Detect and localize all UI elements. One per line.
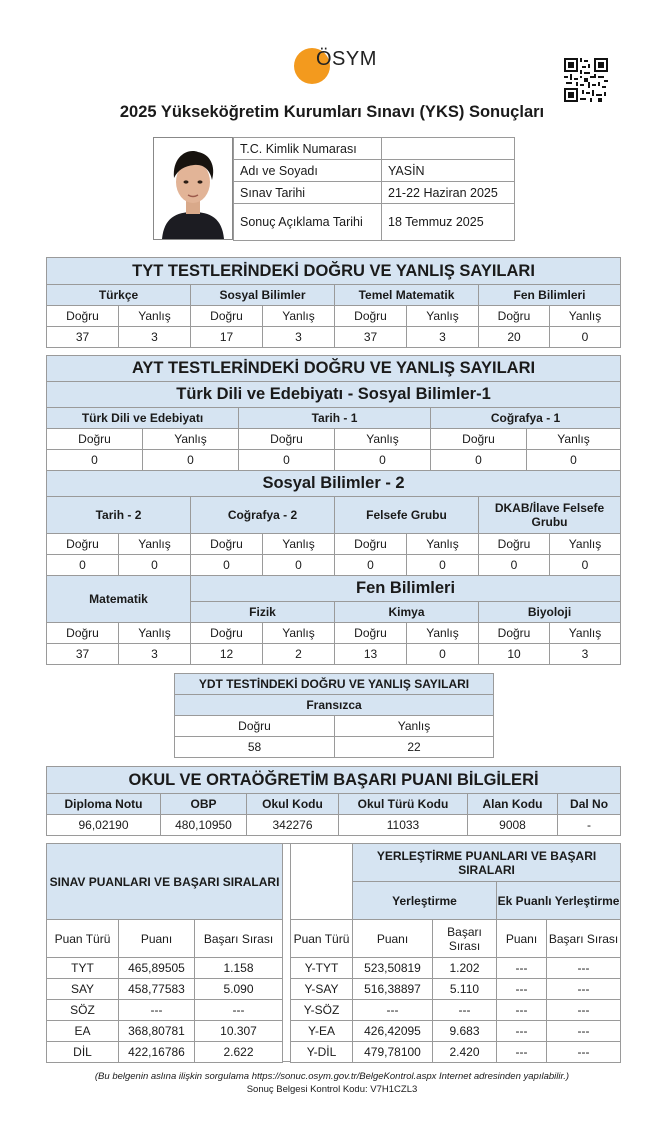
count-cell: 0 — [527, 450, 621, 471]
correct-label: Doğru — [335, 306, 407, 327]
subject-header: Tarih - 1 — [239, 408, 431, 429]
ayt-section2-title: Sosyal Bilimler - 2 — [47, 471, 621, 497]
score-value: --- — [119, 1000, 195, 1021]
score-header: Puanı — [353, 920, 433, 958]
table-row — [291, 979, 621, 1000]
ayt-table — [46, 355, 621, 665]
ydt-title: YDT TESTİNDEKİ DOĞRU VE YANLIŞ SAYILARI — [175, 674, 494, 695]
school-title: OKUL VE ORTAÖĞRETİM BAŞARI PUANI BİLGİLERİ — [47, 767, 621, 794]
extra-rank-value: --- — [547, 979, 621, 1000]
subject-header: Türkçe — [47, 285, 191, 306]
score-value: 426,42095 — [353, 1021, 433, 1042]
extra-score-value: --- — [497, 979, 547, 1000]
count-cell: 0 — [143, 450, 239, 471]
school-value: 342276 — [247, 815, 339, 836]
math-header: Matematik — [47, 576, 191, 623]
score-value: 516,38897 — [353, 979, 433, 1000]
logo-text: ÖSYM — [316, 48, 377, 70]
rank-value: 5.090 — [195, 979, 283, 1000]
exam-scores-title: SINAV PUANLARI VE BAŞARI SIRALARI — [47, 844, 283, 920]
score-type: EA — [47, 1021, 119, 1042]
count-cell: 0 — [335, 450, 431, 471]
info-label: Sonuç Açıklama Tarihi — [234, 204, 382, 241]
extra-score-value: --- — [497, 1042, 547, 1063]
score-value: 523,50819 — [353, 958, 433, 979]
extra-rank-value: --- — [547, 1000, 621, 1021]
rank-value: --- — [433, 1000, 497, 1021]
count-cell: 10 — [479, 644, 550, 665]
correct-label: Doğru — [335, 534, 407, 555]
correct-label: Doğru — [47, 429, 143, 450]
count-cell: 0 — [47, 555, 119, 576]
subject-header: Tarih - 2 — [47, 497, 191, 534]
count-cell: 58 — [175, 737, 335, 758]
count-cell: 0 — [239, 450, 335, 471]
score-type: SAY — [47, 979, 119, 1000]
subject-header: DKAB/İlave Felsefe Grubu — [479, 497, 621, 534]
wrong-label: Yanlış — [263, 623, 335, 644]
count-cell: 12 — [191, 644, 263, 665]
table-row — [47, 1000, 283, 1021]
rank-value: 2.622 — [195, 1042, 283, 1063]
correct-label: Doğru — [239, 429, 335, 450]
rank-value: 1.158 — [195, 958, 283, 979]
correct-label: Doğru — [479, 534, 550, 555]
subject-header: Fizik — [191, 602, 335, 623]
school-value: 11033 — [339, 815, 468, 836]
table-row — [291, 1000, 621, 1021]
count-cell: 0 — [550, 327, 621, 348]
info-row — [234, 160, 515, 182]
subject-header: Felsefe Grubu — [335, 497, 479, 534]
wrong-label: Yanlış — [119, 306, 191, 327]
subject-header: Türk Dili ve Edebiyatı — [47, 408, 239, 429]
count-cell: 20 — [479, 327, 550, 348]
correct-label: Doğru — [479, 623, 550, 644]
tyt-table — [46, 257, 621, 348]
score-header: Puan Türü — [291, 920, 353, 958]
wrong-label: Yanlış — [527, 429, 621, 450]
wrong-label: Yanlış — [407, 534, 479, 555]
school-value: 480,10950 — [161, 815, 247, 836]
count-cell: 37 — [47, 644, 119, 665]
subject-header: Biyoloji — [479, 602, 621, 623]
score-value: 422,16786 — [119, 1042, 195, 1063]
score-type: DİL — [47, 1042, 119, 1063]
count-cell: 3 — [407, 327, 479, 348]
correct-label: Doğru — [47, 623, 119, 644]
osym-logo — [294, 44, 384, 84]
wrong-label: Yanlış — [407, 306, 479, 327]
count-cell: 0 — [263, 555, 335, 576]
ydt-table — [174, 673, 494, 758]
info-value — [382, 138, 515, 160]
count-cell: 3 — [263, 327, 335, 348]
correct-label: Doğru — [47, 306, 119, 327]
table-separator — [282, 843, 290, 1062]
ayt-section1-title: Türk Dili ve Edebiyatı - Sosyal Bilimler-1 — [47, 382, 621, 408]
rank-value: 10.307 — [195, 1021, 283, 1042]
placement-corner — [291, 844, 353, 920]
extra-rank-value: --- — [547, 1021, 621, 1042]
rank-value: 9.683 — [433, 1021, 497, 1042]
wrong-label: Yanlış — [335, 716, 494, 737]
school-header: Okul Kodu — [247, 794, 339, 815]
score-header: Puanı — [497, 920, 547, 958]
rank-value: 5.110 — [433, 979, 497, 1000]
info-value: 21-22 Haziran 2025 — [382, 182, 515, 204]
count-cell: 0 — [479, 555, 550, 576]
correct-label: Doğru — [191, 534, 263, 555]
correct-label: Doğru — [191, 623, 263, 644]
count-cell: 22 — [335, 737, 494, 758]
count-cell: 0 — [191, 555, 263, 576]
wrong-label: Yanlış — [407, 623, 479, 644]
correct-label: Doğru — [175, 716, 335, 737]
info-value: 18 Temmuz 2025 — [382, 204, 515, 241]
info-value: YASİN — [382, 160, 515, 182]
candidate-photo — [153, 137, 233, 240]
extra-score-value: --- — [497, 1000, 547, 1021]
person-icon — [154, 138, 232, 239]
score-type: Y-SÖZ — [291, 1000, 353, 1021]
wrong-label: Yanlış — [119, 623, 191, 644]
count-cell: 3 — [119, 644, 191, 665]
school-header: Okul Türü Kodu — [339, 794, 468, 815]
count-cell: 0 — [119, 555, 191, 576]
count-cell: 2 — [263, 644, 335, 665]
count-cell: 3 — [550, 644, 621, 665]
wrong-label: Yanlış — [550, 623, 621, 644]
table-row — [47, 958, 283, 979]
info-row — [234, 204, 515, 241]
page-title: 2025 Yükseköğretim Kurumları Sınavı (YKS) Sonuçları — [119, 103, 545, 121]
score-header: Puan Türü — [47, 920, 119, 958]
table-row — [291, 1042, 621, 1063]
subject-header: Sosyal Bilimler — [191, 285, 335, 306]
wrong-label: Yanlış — [143, 429, 239, 450]
score-type: Y-DİL — [291, 1042, 353, 1063]
extra-score-value: --- — [497, 958, 547, 979]
score-type: Y-SAY — [291, 979, 353, 1000]
count-cell: 3 — [119, 327, 191, 348]
correct-label: Doğru — [431, 429, 527, 450]
correct-label: Doğru — [47, 534, 119, 555]
count-cell: 0 — [550, 555, 621, 576]
tyt-title: TYT TESTLERİNDEKİ DOĞRU VE YANLIŞ SAYILARI — [47, 258, 621, 285]
school-header: Alan Kodu — [468, 794, 558, 815]
wrong-label: Yanlış — [335, 429, 431, 450]
subject-header: Temel Matematik — [335, 285, 479, 306]
table-row — [291, 1021, 621, 1042]
count-cell: 0 — [431, 450, 527, 471]
fen-title: Fen Bilimleri — [191, 576, 621, 602]
extra-rank-value: --- — [547, 958, 621, 979]
count-cell: 0 — [407, 555, 479, 576]
wrong-label: Yanlış — [119, 534, 191, 555]
score-header: Başarı Sırası — [547, 920, 621, 958]
score-header: Puanı — [119, 920, 195, 958]
score-type: Y-TYT — [291, 958, 353, 979]
score-type: SÖZ — [47, 1000, 119, 1021]
placement-table — [290, 843, 621, 1063]
rank-value: 1.202 — [433, 958, 497, 979]
info-label: T.C. Kimlik Numarası — [234, 138, 382, 160]
school-header: OBP — [161, 794, 247, 815]
wrong-label: Yanlış — [263, 306, 335, 327]
placement-title: YERLEŞTİRME PUANLARI VE BAŞARI SIRALARI — [353, 844, 621, 882]
school-value: - — [558, 815, 621, 836]
school-table — [46, 766, 621, 836]
rank-value: --- — [195, 1000, 283, 1021]
score-value: 368,80781 — [119, 1021, 195, 1042]
table-row — [291, 958, 621, 979]
info-row — [234, 138, 515, 160]
school-header: Dal No — [558, 794, 621, 815]
exam-scores-table — [46, 843, 283, 1063]
subject-header: Coğrafya - 1 — [431, 408, 621, 429]
table-row — [47, 1021, 283, 1042]
correct-label: Doğru — [335, 623, 407, 644]
table-row — [47, 979, 283, 1000]
extra-rank-value: --- — [547, 1042, 621, 1063]
wrong-label: Yanlış — [550, 534, 621, 555]
extra-score-value: --- — [497, 1021, 547, 1042]
rank-value: 2.420 — [433, 1042, 497, 1063]
verification-note: (Bu belgenin aslına ilişkin sorgulama https://sonuc.osym.gov.tr/BelgeKontrol.aspx Internet adresinden yapılabilir.) — [94, 1071, 570, 1082]
school-header: Diploma Notu — [47, 794, 161, 815]
count-cell: 37 — [335, 327, 407, 348]
subject-header: Fen Bilimleri — [479, 285, 621, 306]
school-value: 9008 — [468, 815, 558, 836]
control-code: Sonuç Belgesi Kontrol Kodu: V7H1CZL3 — [246, 1084, 418, 1095]
count-cell: 0 — [335, 555, 407, 576]
subject-header: Kimya — [335, 602, 479, 623]
count-cell: 13 — [335, 644, 407, 665]
score-header: Başarı Sırası — [195, 920, 283, 958]
count-cell: 0 — [47, 450, 143, 471]
ydt-language: Fransızca — [175, 695, 494, 716]
score-type: Y-EA — [291, 1021, 353, 1042]
score-value: 479,78100 — [353, 1042, 433, 1063]
score-value: 458,77583 — [119, 979, 195, 1000]
count-cell: 37 — [47, 327, 119, 348]
placement-group: Ek Puanlı Yerleştirme — [497, 882, 621, 920]
score-value: --- — [353, 1000, 433, 1021]
ayt-title: AYT TESTLERİNDEKİ DOĞRU VE YANLIŞ SAYILARI — [47, 356, 621, 382]
count-cell: 0 — [407, 644, 479, 665]
count-cell: 17 — [191, 327, 263, 348]
info-label: Sınav Tarihi — [234, 182, 382, 204]
info-row — [234, 182, 515, 204]
wrong-label: Yanlış — [550, 306, 621, 327]
qr-code-icon — [564, 58, 608, 102]
placement-group: Yerleştirme — [353, 882, 497, 920]
score-type: TYT — [47, 958, 119, 979]
correct-label: Doğru — [479, 306, 550, 327]
candidate-info-table — [233, 137, 515, 241]
correct-label: Doğru — [191, 306, 263, 327]
score-value: 465,89505 — [119, 958, 195, 979]
info-label: Adı ve Soyadı — [234, 160, 382, 182]
table-row — [47, 1042, 283, 1063]
score-header: Başarı Sırası — [433, 920, 497, 958]
subject-header: Coğrafya - 2 — [191, 497, 335, 534]
school-value: 96,02190 — [47, 815, 161, 836]
wrong-label: Yanlış — [263, 534, 335, 555]
